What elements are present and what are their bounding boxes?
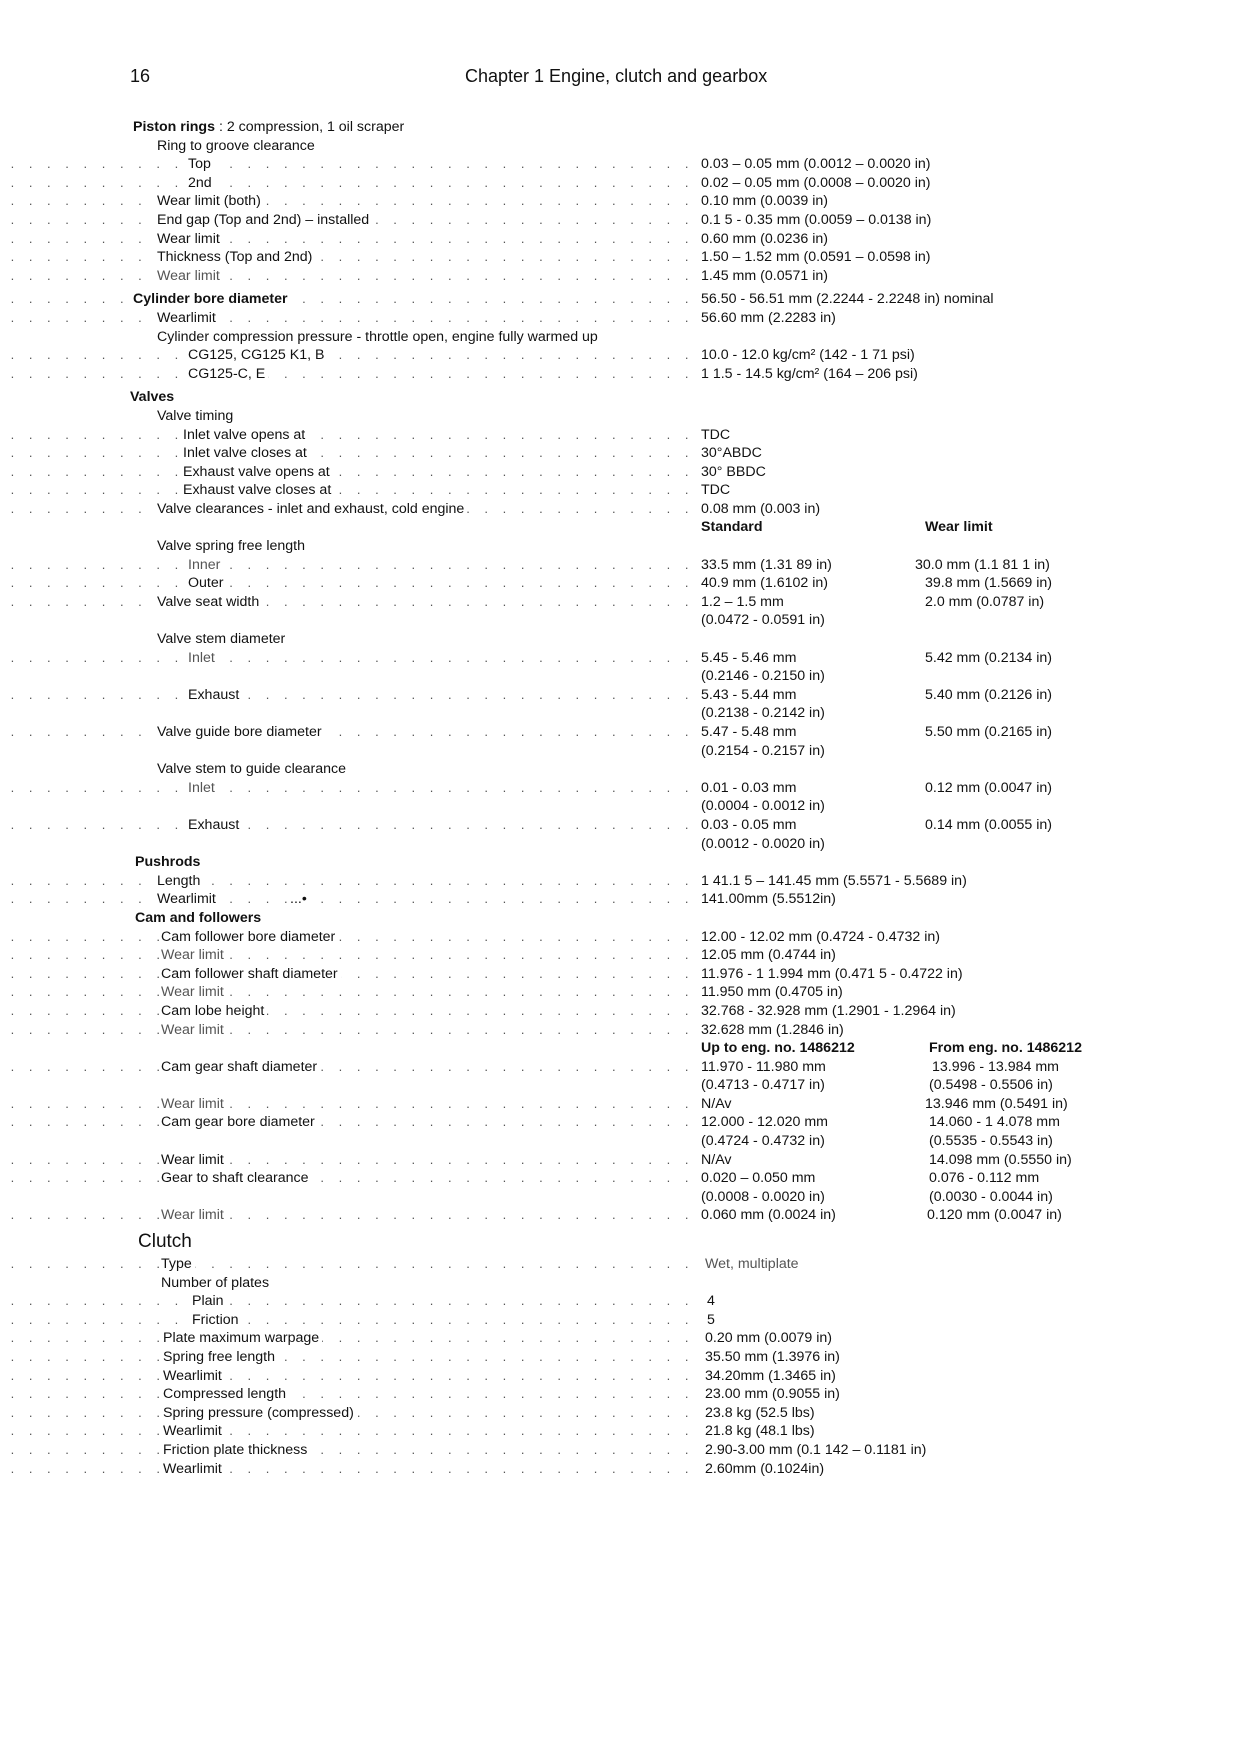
spec-row (0, 1021, 1240, 1040)
spec-label: Type (161, 1255, 195, 1274)
column-header-row (0, 518, 1240, 537)
spec-row (0, 928, 1240, 947)
leader-dots (0, 1422, 694, 1441)
spec-value-alt: (0.5498 - 0.5506 in) (929, 1077, 1053, 1094)
spec-row (0, 1058, 1240, 1077)
spec-label: Cam follower shaft diameter (161, 965, 341, 984)
spec-value: 0.10 mm (0.0039 in) (701, 193, 828, 210)
spec-label: Top (188, 155, 214, 174)
spec-value: (0.0008 - 0.0020 in) (701, 1188, 825, 1205)
spec-row (0, 1255, 1240, 1274)
leader-dots (0, 365, 694, 384)
leader-dots (0, 267, 694, 286)
spec-value: 0.01 - 0.03 mm (701, 779, 797, 796)
spec-label: Friction (192, 1311, 242, 1330)
spec-value: (0.0004 - 0.0012 in) (701, 798, 825, 815)
spec-label: Exhaust (188, 686, 242, 705)
spec-value: (0.0012 - 0.0020 in) (701, 835, 825, 852)
spec-value: (0.4713 - 0.4717 in) (701, 1077, 825, 1094)
spec-label: 2nd (188, 174, 215, 193)
spec-value: N/Av (701, 1095, 732, 1112)
spec-wear-value: 0.14 mm (0.0055 in) (925, 816, 1052, 833)
spec-label: Wear limit (both) (157, 192, 264, 211)
leader-dots (0, 1385, 694, 1404)
leader-dots (0, 1169, 694, 1188)
spec-row (0, 965, 1240, 984)
spec-row (0, 1441, 1240, 1460)
spec-value: 12.000 - 12.020 mm (701, 1114, 828, 1131)
spec-row (0, 1206, 1240, 1225)
spec-row (0, 593, 1240, 612)
spec-value: 56.50 - 56.51 mm (2.2244 - 2.2248 in) nominal (701, 291, 994, 308)
spec-value-alt: 14.060 - 1 4.078 mm (929, 1114, 1060, 1131)
spec-row (0, 1385, 1240, 1404)
spec-label: Cam gear bore diameter (161, 1113, 318, 1132)
spec-label: Valve clearances - inlet and exhaust, cold engine (157, 500, 467, 519)
spec-row (0, 118, 1240, 137)
spec-row (0, 192, 1240, 211)
section-title: Cam and followers (135, 909, 264, 928)
spec-label: Compressed length (163, 1385, 289, 1404)
column-header: From eng. no. 1486212 (929, 1040, 1082, 1057)
spec-table (0, 118, 1240, 1478)
spec-value: (0.2154 - 0.2157 in) (701, 742, 825, 759)
spec-label: Length (157, 872, 203, 891)
leader-dots (0, 649, 694, 668)
spec-row-continued (0, 1076, 1240, 1095)
leader-dots (0, 1460, 694, 1479)
leader-dots (0, 1311, 694, 1330)
spec-row (0, 630, 1240, 649)
spec-row-continued (0, 835, 1240, 854)
spec-label: Valve guide bore diameter (157, 723, 325, 742)
leader-dots (0, 1058, 694, 1077)
spec-value: 32.768 - 32.928 mm (1.2901 - 1.2964 in) (701, 1002, 956, 1019)
spec-wear-value: 5.42 mm (0.2134 in) (925, 649, 1052, 666)
spec-value: TDC (701, 426, 731, 443)
leader-dots (0, 983, 694, 1002)
leader-dots (0, 965, 694, 984)
spec-label: Spring pressure (compressed) (163, 1404, 357, 1423)
spec-row-continued (0, 704, 1240, 723)
spec-value: 1.45 mm (0.0571 in) (701, 267, 828, 284)
spec-row (0, 365, 1240, 384)
spec-value: 30° BBDC (701, 463, 766, 480)
spec-value: 23.00 mm (0.9055 in) (705, 1386, 840, 1403)
spec-label: Cam follower bore diameter (161, 928, 338, 947)
spec-row (0, 649, 1240, 668)
spec-label: Wearlimit (157, 309, 219, 328)
spec-value-alt: 0.120 mm (0.0047 in) (927, 1207, 1062, 1224)
spec-value: 21.8 kg (48.1 lbs) (705, 1423, 815, 1440)
spec-row (0, 853, 1240, 872)
spec-wear-value: 30.0 mm (1.1 81 1 in) (915, 556, 1050, 573)
spec-label: Wear limit (161, 1206, 227, 1225)
leader-dots (0, 890, 694, 909)
spec-value: 12.05 mm (0.4744 in) (701, 947, 836, 964)
leader-dots (0, 1113, 694, 1132)
leader-dots (0, 1095, 694, 1114)
spec-label: Friction plate thickness (163, 1441, 310, 1460)
spec-value: 0.060 mm (0.0024 in) (701, 1207, 836, 1224)
spec-row (0, 1311, 1240, 1330)
spec-row (0, 1113, 1240, 1132)
spec-value: N/Av (701, 1151, 732, 1168)
leader-dots (0, 346, 694, 365)
spec-row (0, 481, 1240, 500)
spec-row (0, 328, 1240, 347)
spec-row (0, 309, 1240, 328)
page-number: 16 (130, 66, 151, 86)
spec-row (0, 463, 1240, 482)
leader-dots (0, 946, 694, 965)
spec-row (0, 1460, 1240, 1479)
spec-row (0, 537, 1240, 556)
spec-row (0, 1329, 1240, 1348)
spec-value: 33.5 mm (1.31 89 in) (701, 556, 832, 573)
spec-row (0, 946, 1240, 965)
spec-row (0, 1292, 1240, 1311)
spec-value: 4 (707, 1293, 715, 1310)
spec-value: 0.1 5 - 0.35 mm (0.0059 – 0.0138 in) (701, 211, 932, 228)
spec-value: 1.50 – 1.52 mm (0.0591 – 0.0598 in) (701, 249, 931, 266)
spec-row (0, 426, 1240, 445)
spec-value: TDC (701, 482, 731, 499)
spec-row (0, 890, 1240, 909)
spec-label: CG125-C, E (188, 365, 268, 384)
spec-value: 0.08 mm (0.003 in) (701, 500, 821, 517)
spec-row-continued (0, 1132, 1240, 1151)
spec-wear-value: 5.40 mm (0.2126 in) (925, 686, 1052, 703)
spec-label: Valve stem diameter (157, 630, 288, 649)
spec-row (0, 760, 1240, 779)
spec-label: Wear limit (161, 1151, 227, 1170)
spec-label: Wear limit (157, 230, 223, 249)
leader-dots (0, 463, 694, 482)
spec-row (0, 556, 1240, 575)
spec-value: 0.02 – 0.05 mm (0.0008 – 0.0020 in) (701, 174, 931, 191)
spec-label: Wearlimit (163, 1422, 225, 1441)
spec-value: 11.976 - 1 1.994 mm (0.471 5 - 0.4722 in) (701, 965, 963, 982)
spec-label: Number of plates (161, 1274, 272, 1293)
spec-row (0, 1169, 1240, 1188)
spec-value: 2.90-3.00 mm (0.1 142 – 0.1181 in) (705, 1441, 927, 1458)
leader-dots (0, 248, 694, 267)
spec-label: Inlet valve opens at (183, 426, 308, 445)
spec-value: 12.00 - 12.02 mm (0.4724 - 0.4732 in) (701, 928, 940, 945)
spec-label: Exhaust valve opens at (183, 463, 333, 482)
spec-value: 2.60mm (0.1024in) (705, 1460, 825, 1477)
spec-row (0, 779, 1240, 798)
spec-label: Wearlimit (163, 1367, 225, 1386)
spec-value: (0.2138 - 0.2142 in) (701, 705, 825, 722)
leader-dots (0, 556, 694, 575)
spec-value: 1 41.1 5 – 141.45 mm (5.5571 - 5.5689 in) (701, 872, 967, 889)
spec-label: Wear limit (161, 946, 227, 965)
leader-dots (0, 309, 694, 328)
spec-row (0, 909, 1240, 928)
spec-label: Inlet (188, 649, 218, 668)
spec-label: CG125, CG125 K1, B (188, 346, 327, 365)
spec-row (0, 267, 1240, 286)
leader-dots (0, 1348, 694, 1367)
spec-label: Wear limit (157, 267, 223, 286)
spec-label: Inner (188, 556, 223, 575)
leader-dots (0, 192, 694, 211)
spec-row (0, 1002, 1240, 1021)
spec-wear-value: 39.8 mm (1.5669 in) (925, 575, 1052, 592)
spec-row (0, 1151, 1240, 1170)
spec-row (0, 155, 1240, 174)
spec-value: 5.45 - 5.46 mm (701, 649, 797, 666)
spec-label: Spring free length (163, 1348, 278, 1367)
spec-row (0, 500, 1240, 519)
leader-dots (0, 1367, 694, 1386)
spec-value: 10.0 - 12.0 kg/cm² (142 - 1 71 psi) (701, 347, 915, 364)
spec-label: Plain (192, 1292, 227, 1311)
spec-value: 141.00mm (5.5512in) (701, 891, 836, 908)
leader-dots (0, 686, 694, 705)
spec-value-alt: 13.996 - 13.984 mm (932, 1058, 1059, 1075)
spec-value: 0.20 mm (0.0079 in) (705, 1330, 832, 1347)
spec-row-continued (0, 1188, 1240, 1207)
spec-row (0, 407, 1240, 426)
spec-label: Inlet (188, 779, 218, 798)
leader-dots (0, 593, 694, 612)
spec-label: Exhaust (188, 816, 242, 835)
leader-dots (0, 723, 694, 742)
leader-dots (0, 426, 694, 445)
spec-value: 35.50 mm (1.3976 in) (705, 1349, 840, 1365)
spec-row (0, 723, 1240, 742)
spec-label: Valve spring free length (157, 537, 308, 556)
leader-dots (0, 1329, 694, 1348)
spec-value: 1.2 – 1.5 mm (701, 593, 784, 610)
spec-label: Wear limit (161, 1021, 227, 1040)
section-title: Valves (130, 388, 177, 407)
spec-value: 5.43 - 5.44 mm (701, 686, 797, 703)
spec-label: Ring to groove clearance (157, 137, 318, 156)
page-header (0, 66, 1240, 92)
spec-row (0, 1348, 1240, 1367)
spec-label: Valve stem to guide clearance (157, 760, 349, 779)
spec-value: (0.4724 - 0.4732 in) (701, 1133, 825, 1150)
leader-dots (0, 1206, 694, 1225)
spec-row (0, 174, 1240, 193)
leader-dots (0, 574, 694, 593)
leader-dots (0, 1002, 694, 1021)
spec-value: 11.950 mm (0.4705 in) (701, 984, 843, 1001)
spec-row (0, 1367, 1240, 1386)
spec-row (0, 230, 1240, 249)
spec-row (0, 1274, 1240, 1293)
spec-value-alt: (0.0030 - 0.0044 in) (929, 1188, 1053, 1205)
spec-value: 5.47 - 5.48 mm (701, 724, 797, 740)
spec-row (0, 983, 1240, 1002)
leader-dots (0, 779, 694, 798)
spec-value: 0.020 – 0.050 mm (701, 1170, 816, 1187)
column-header: Wear limit (925, 519, 993, 536)
spec-label: Wearlimit (157, 890, 219, 909)
spec-value: 0.60 mm (0.0236 in) (701, 230, 828, 247)
spec-row (0, 816, 1240, 835)
spec-row (0, 1229, 1240, 1255)
spec-row (0, 137, 1240, 156)
leader-dots (0, 1292, 694, 1311)
spec-row (0, 346, 1240, 365)
spec-row (0, 211, 1240, 230)
spec-value: 1 1.5 - 14.5 kg/cm² (164 – 206 psi) (701, 365, 918, 382)
spec-label: Valve timing (157, 407, 236, 426)
spec-value: (0.0472 - 0.0591 in) (701, 612, 825, 629)
spec-wear-value: 2.0 mm (0.0787 in) (925, 593, 1045, 610)
spec-row (0, 290, 1240, 309)
leader-dots (0, 444, 694, 463)
spec-label: Wear limit (161, 1095, 227, 1114)
spec-row (0, 1422, 1240, 1441)
spec-label: Cam gear shaft diameter (161, 1058, 320, 1077)
spec-row-continued (0, 611, 1240, 630)
spec-value: (0.2146 - 0.2150 in) (701, 668, 825, 685)
spec-value: 0.03 - 0.05 mm (701, 816, 797, 833)
leader-dots (0, 1151, 694, 1170)
spec-value: 5 (707, 1311, 715, 1328)
spec-label: Gear to shaft clearance (161, 1169, 311, 1188)
spec-label: Exhaust valve closes at (183, 481, 334, 500)
spec-row (0, 1404, 1240, 1423)
section-title: Clutch (138, 1229, 195, 1255)
leader-dots (0, 481, 694, 500)
leader-dots (0, 155, 694, 174)
leader-dots (0, 928, 694, 947)
leader-dots (0, 872, 694, 891)
spec-value: 0.03 – 0.05 mm (0.0012 – 0.0020 in) (701, 156, 931, 173)
spec-value: 11.970 - 11.980 mm (701, 1058, 826, 1075)
spec-value: 40.9 mm (1.6102 in) (701, 575, 828, 592)
spec-wear-value: 5.50 mm (0.2165 in) (925, 724, 1052, 740)
section-title: Piston rings (133, 119, 215, 135)
spec-value: 32.628 mm (1.2846 in) (701, 1021, 844, 1038)
chapter-title: Chapter 1 Engine, clutch and gearbox (465, 66, 768, 86)
spec-label: Valve seat width (157, 593, 262, 612)
spec-value: 23.8 kg (52.5 lbs) (705, 1404, 815, 1421)
spec-label: Outer (188, 574, 226, 593)
spec-label: Cylinder compression pressure - throttle open, engine fully warmed up (157, 328, 601, 347)
spec-wear-value: 0.12 mm (0.0047 in) (925, 779, 1052, 796)
spec-value-alt: (0.5535 - 0.5543 in) (929, 1133, 1053, 1150)
spec-label: Wear limit (161, 983, 227, 1002)
leader-dots (0, 290, 694, 309)
spec-label: Thickness (Top and 2nd) (157, 248, 315, 267)
spec-row (0, 388, 1240, 407)
leader-dots (0, 816, 694, 835)
column-header-row (0, 1039, 1240, 1058)
section-subtitle: : 2 compression, 1 oil scraper (218, 119, 405, 135)
leader-dots (0, 174, 694, 193)
spec-row (0, 444, 1240, 463)
wear-mark: ...• (290, 890, 310, 909)
spec-label: Cam lobe height (161, 1002, 267, 1021)
leader-dots (0, 230, 694, 249)
spec-value: 56.60 mm (2.2283 in) (701, 309, 836, 326)
section-title: Cylinder bore diameter (133, 290, 291, 309)
spec-label: Wearlimit (163, 1460, 225, 1479)
spec-row-continued (0, 797, 1240, 816)
spec-row (0, 574, 1240, 593)
spec-label: End gap (Top and 2nd) – installed (157, 211, 372, 230)
spec-row (0, 248, 1240, 267)
spec-row-continued (0, 742, 1240, 761)
column-header: Standard (701, 519, 763, 536)
section-title: Pushrods (135, 853, 203, 872)
spec-row (0, 1095, 1240, 1114)
leader-dots (0, 1441, 694, 1460)
leader-dots (0, 1021, 694, 1040)
spec-label: Inlet valve closes at (183, 444, 310, 463)
leader-dots (0, 1255, 694, 1274)
spec-row (0, 686, 1240, 705)
spec-value: 30°ABDC (701, 445, 762, 462)
spec-value: 34.20mm (1.3465 in) (705, 1367, 836, 1384)
spec-label: Plate maximum warpage (163, 1329, 322, 1348)
spec-value-alt: 0.076 - 0.112 mm (929, 1170, 1040, 1187)
spec-value: Wet, multiplate (705, 1256, 799, 1273)
spec-value-alt: 13.946 mm (0.5491 in) (925, 1095, 1068, 1112)
spec-row (0, 872, 1240, 891)
spec-row-continued (0, 667, 1240, 686)
spec-value-alt: 14.098 mm (0.5550 in) (929, 1151, 1072, 1168)
column-header: Up to eng. no. 1486212 (701, 1040, 855, 1057)
